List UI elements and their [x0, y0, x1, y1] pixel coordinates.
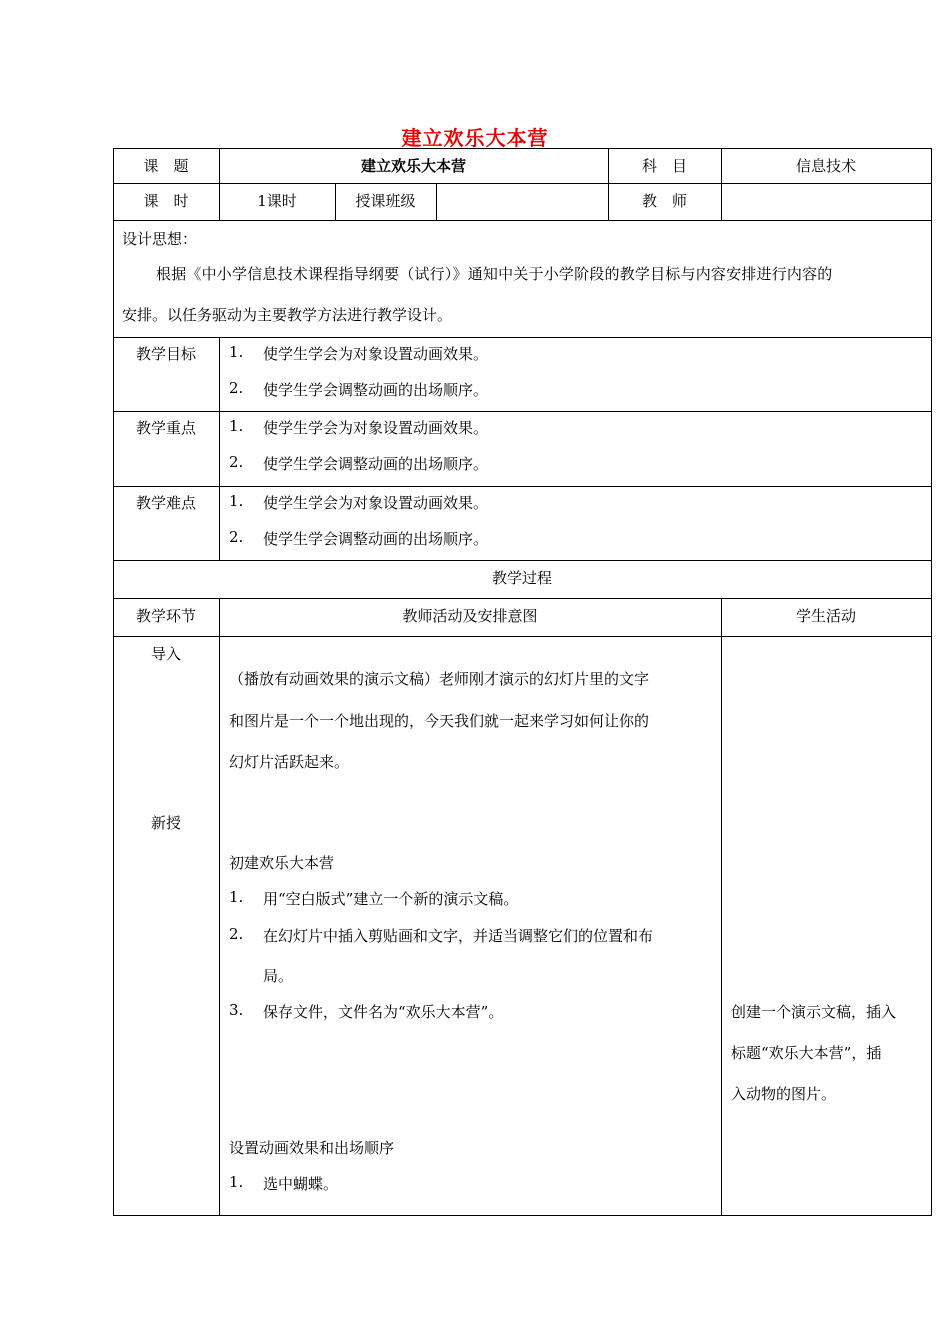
subject-value: 信息技术 [795, 157, 856, 175]
difficulty-item: 使学生学会为对象设置动画效果。 [263, 494, 489, 512]
goal-item: 使学生学会为对象设置动画效果。 [263, 345, 489, 363]
course-label: 课 题 [143, 157, 189, 175]
teacher-label: 教 师 [641, 192, 687, 210]
difficulties-label: 教学难点 [135, 494, 196, 512]
section2-num: 1. [229, 1173, 244, 1191]
key-point-num: 1. [229, 417, 244, 435]
key-point-item: 使学生学会为对象设置动画效果。 [263, 419, 489, 437]
intro-line-3: 幻灯片活跃起来。 [229, 753, 350, 771]
subject-label: 科 目 [641, 157, 687, 175]
intro-line-2: 和图片是一个一个地出现的，今天我们就一起来学习如何让你的 [229, 712, 650, 730]
student-line-3: 入动物的图片。 [731, 1085, 837, 1103]
process-heading: 教学过程 [491, 569, 552, 587]
difficulty-item: 使学生学会调整动画的出场顺序。 [263, 530, 489, 548]
stage-intro: 导入 [150, 645, 181, 663]
section1-item: 用“空白版式”建立一个新的演示文稿。 [263, 890, 519, 908]
student-line-2: 标题“欢乐大本营”，插 [731, 1044, 882, 1062]
hours-value: 1课时 [257, 192, 297, 210]
col-teacher-header: 教师活动及安排意图 [402, 607, 538, 625]
hours-label: 课 时 [143, 192, 189, 210]
section1-item: 保存文件，文件名为“欢乐大本营”。 [263, 1003, 504, 1021]
difficulty-num: 2. [229, 528, 244, 546]
key-point-item: 使学生学会调整动画的出场顺序。 [263, 455, 489, 473]
section1-num: 2. [229, 925, 244, 943]
class-label: 授课班级 [355, 192, 416, 210]
section1-title: 初建欢乐大本营 [229, 854, 335, 872]
design-label: 设计思想： [122, 230, 198, 248]
section1-num: 3. [229, 1001, 244, 1019]
goals-label: 教学目标 [135, 345, 196, 363]
section2-item: 选中蝴蝶。 [263, 1175, 339, 1193]
key-points-label: 教学重点 [135, 419, 196, 437]
section2-title: 设置动画效果和出场顺序 [229, 1139, 395, 1157]
goal-num: 2. [229, 379, 244, 397]
section1-num: 1. [229, 888, 244, 906]
col-student-header: 学生活动 [795, 607, 856, 625]
course-value: 建立欢乐大本营 [360, 157, 466, 175]
section1-item: 在幻灯片中插入剪贴画和文字，并适当调整它们的位置和布 [263, 927, 654, 945]
stage-new: 新授 [150, 814, 181, 832]
col-stage-header: 教学环节 [135, 607, 196, 625]
design-line-1: 根据《中小学信息技术课程指导纲要（试行）》通知中关于小学阶段的教学目标与内容安排进行内容的 [156, 265, 833, 283]
key-point-num: 2. [229, 453, 244, 471]
student-line-1: 创建一个演示文稿，插入 [731, 1003, 897, 1021]
difficulty-num: 1. [229, 492, 244, 510]
intro-line-1: （播放有动画效果的演示文稿）老师刚才演示的幻灯片里的文字 [229, 670, 650, 688]
goal-num: 1. [229, 343, 244, 361]
design-line-2: 安排。以任务驱动为主要教学方法进行教学设计。 [122, 306, 453, 324]
section1-item-cont: 局。 [263, 967, 294, 985]
document-title: 建立欢乐大本营 [401, 126, 549, 150]
goal-item: 使学生学会调整动画的出场顺序。 [263, 381, 489, 399]
